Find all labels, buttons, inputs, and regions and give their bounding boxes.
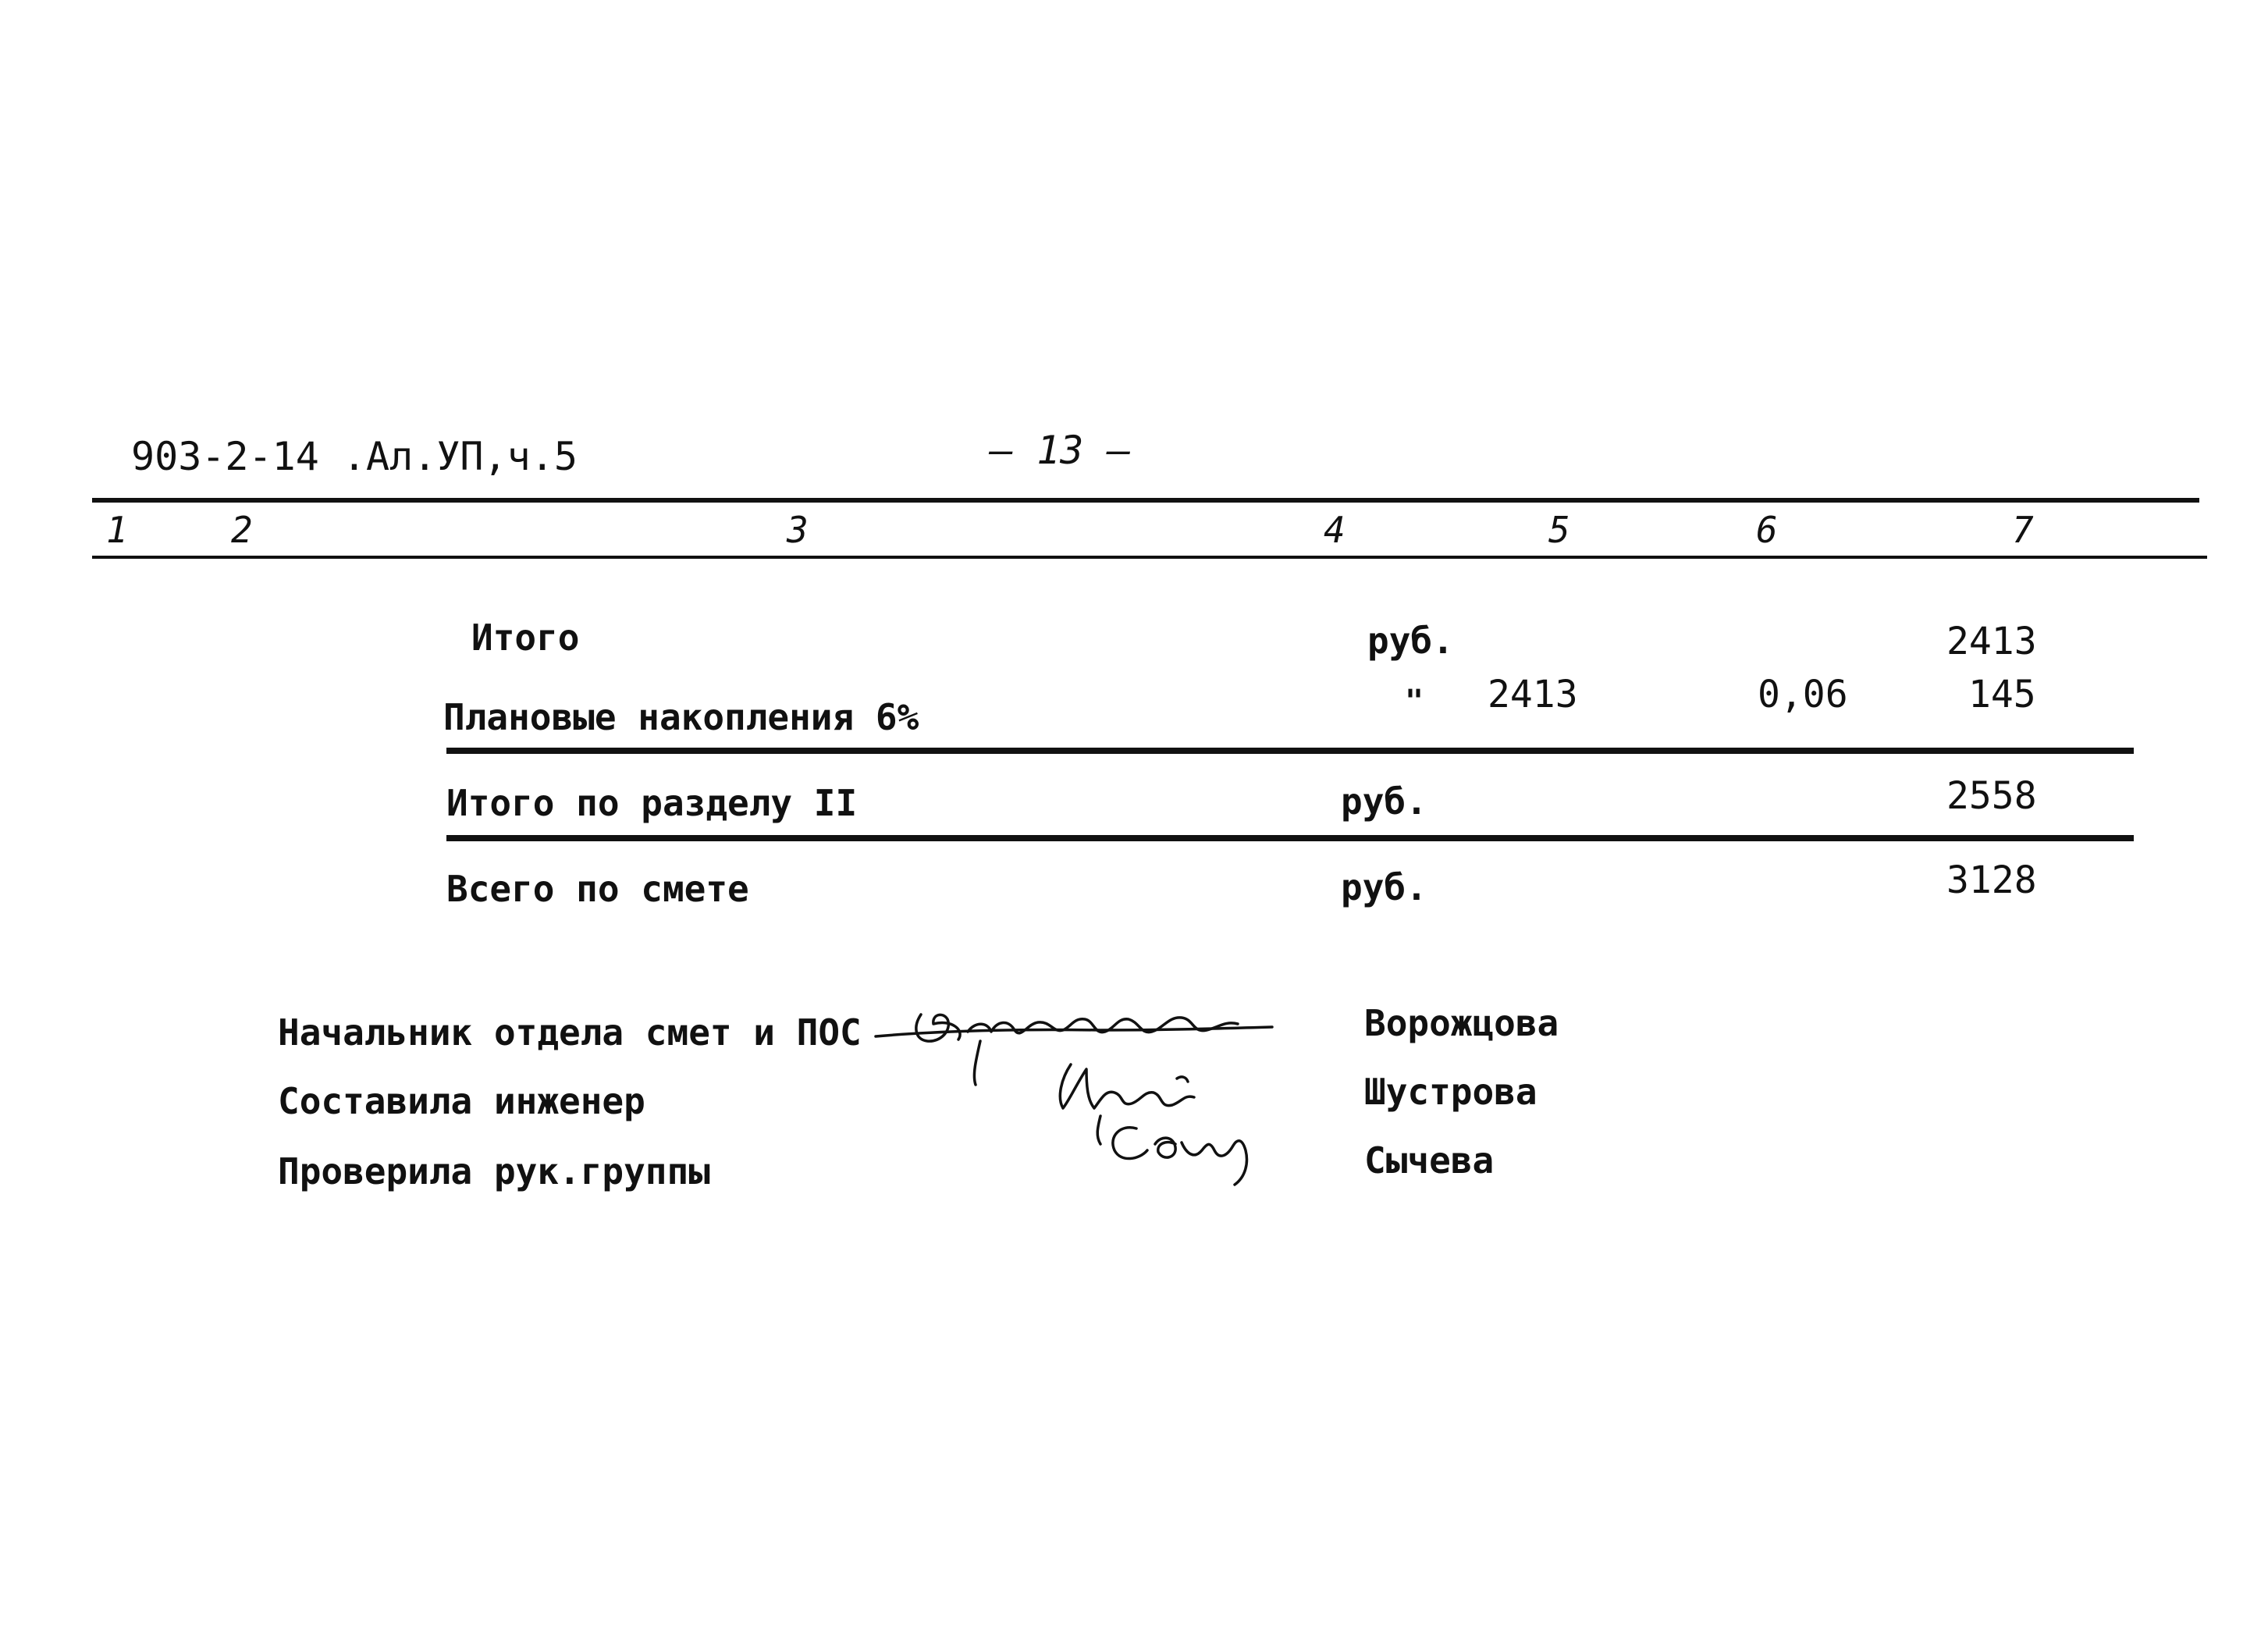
page-number: – 13 –	[990, 428, 1131, 473]
document-code: 903-2-14 .Ал.УП,ч.5	[131, 434, 578, 479]
header-rule-bottom	[92, 556, 2207, 559]
column-number-6: 6	[1756, 509, 1778, 551]
row-name: Итого	[471, 617, 580, 659]
row-unit: руб.	[1367, 620, 1454, 662]
column-number-2: 2	[231, 509, 253, 551]
column-number-1: 1	[106, 509, 128, 551]
row-total: 2413	[1946, 620, 2037, 663]
header-rule-top	[92, 498, 2199, 503]
section-rule	[446, 835, 2134, 841]
column-number-3: 3	[787, 509, 809, 551]
signature-name: Шустрова	[1364, 1071, 1537, 1113]
row-unit: руб.	[1341, 780, 1427, 823]
row-total: 3128	[1946, 858, 2037, 902]
column-number-4: 4	[1324, 509, 1346, 551]
column-number-7: 7	[2012, 509, 2034, 551]
row-name: Итого по разделу II	[446, 782, 858, 824]
signature-role: Составила инженер	[278, 1080, 645, 1122]
signature-name: Ворожцова	[1364, 1002, 1559, 1044]
signature-name: Сычева	[1364, 1139, 1495, 1182]
row-unit: "	[1405, 684, 1424, 720]
row-total: 145	[1968, 673, 2036, 716]
row-base: 2413	[1488, 673, 1578, 716]
section-rule	[446, 748, 2134, 754]
signature-role: Проверила рук.группы	[278, 1150, 710, 1192]
row-total: 2558	[1946, 774, 2037, 818]
row-unit: руб.	[1341, 866, 1427, 908]
handwritten-signatures	[866, 983, 1303, 1194]
column-number-5: 5	[1548, 509, 1570, 551]
row-name: Всего по смете	[446, 868, 749, 910]
signature-role: Начальник отдела смет и ПОС	[278, 1011, 862, 1054]
row-name: Плановые накопления 6%	[443, 696, 919, 738]
row-coefficient: 0,06	[1758, 673, 1848, 716]
